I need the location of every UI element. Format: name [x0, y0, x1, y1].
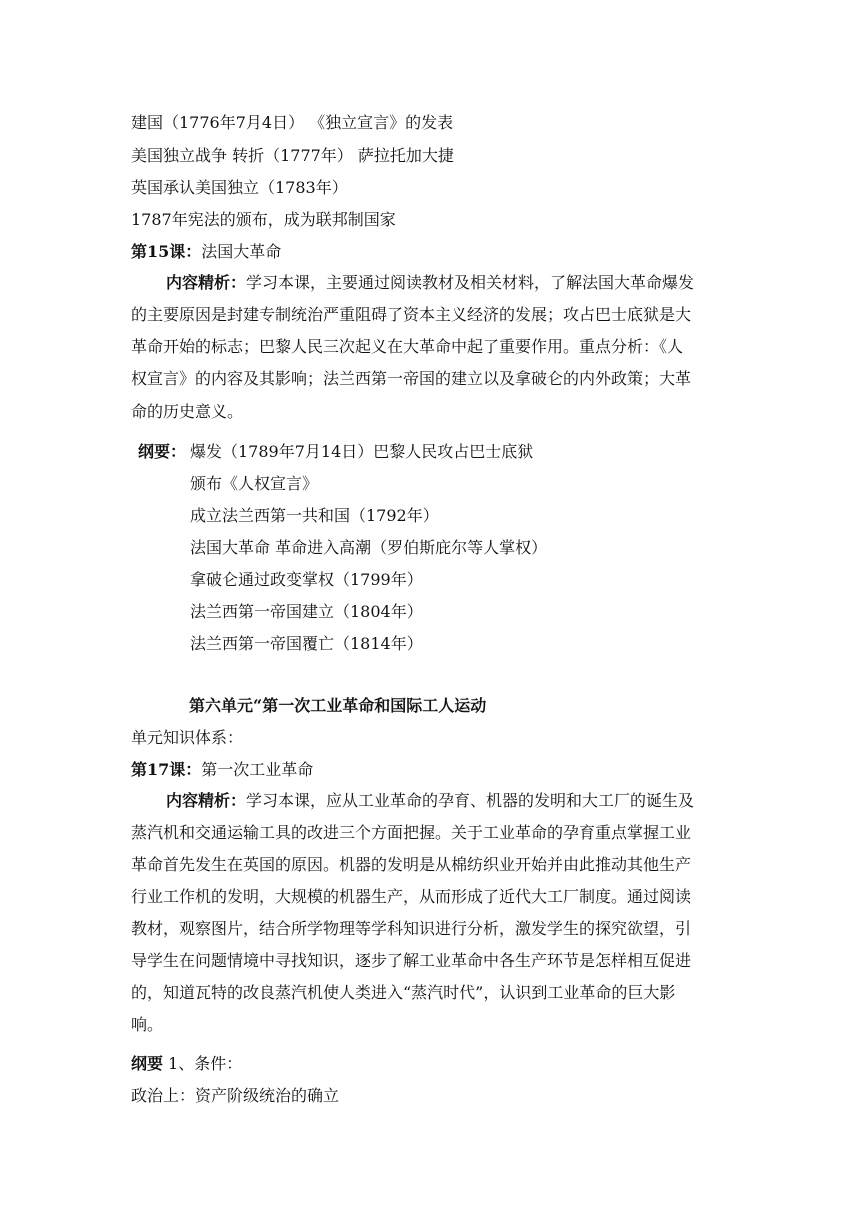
outline-item: 1、条件： — [168, 1054, 243, 1073]
lesson15-heading — [131, 241, 281, 263]
lesson17-content-first — [166, 790, 694, 812]
unit-system-label: 单元知识体系： — [131, 728, 244, 747]
content-text: 革命首先发生在英国的原因。机器的发明是从棉纺织业开始并由此推动其他生产 — [131, 855, 692, 874]
content-label: 内容精析： — [166, 273, 247, 292]
outline-label: 纲要 — [131, 1054, 164, 1073]
lesson15-title: 法国大革命 — [201, 242, 282, 261]
lesson17-label: 第17课： — [131, 760, 202, 779]
outline-item: 法国大革命 革命进入高潮（罗伯斯庇尔等人掌权） — [190, 538, 548, 557]
outline-label: 纲要： — [138, 442, 187, 461]
outline-item: 爆发（1789年7月14日）巴黎人民攻占巴士底狱 — [190, 442, 534, 461]
content-label: 内容精析： — [166, 791, 247, 810]
content-text: 的主要原因是封建专制统治严重阻碍了资本主义经济的发展；攻占巴士底狱是大 — [131, 305, 692, 324]
content-text: 的，知道瓦特的改良蒸汽机使人类进入“蒸汽时代”，认识到工业革命的巨大影 — [131, 983, 676, 1002]
content-text: 响。 — [131, 1015, 164, 1034]
unit-title: 第六单元“第一次工业革命和国际工人运动 — [189, 696, 487, 715]
outline-item: 颁布《人权宣言》 — [190, 474, 319, 493]
text-line: 英国承认美国独立（1783年） — [131, 178, 348, 197]
outline-item: 法兰西第一帝国建立（1804年） — [190, 602, 423, 621]
text-line: 1787年宪法的颁布，成为联邦制国家 — [131, 210, 396, 229]
text-line: 美国独立战争 转折（1777年） 萨拉托加大捷 — [131, 146, 454, 165]
content-text: 学习本课，应从工业革命的孕育、机器的发明和大工厂的诞生及 — [246, 791, 695, 810]
content-text: 教材，观察图片，结合所学物理等学科知识进行分析，激发学生的探究欲望，引 — [131, 919, 692, 938]
outline-item: 成立法兰西第一共和国（1792年） — [190, 506, 439, 525]
lesson17-outline — [131, 1053, 242, 1075]
content-text: 行业工作机的发明，大规模的机器生产，从而形成了近代大工厂制度。通过阅读 — [131, 887, 692, 906]
lesson15-label: 第15课： — [131, 242, 202, 261]
outline-item: 法兰西第一帝国覆亡（1814年） — [190, 634, 423, 653]
content-text: 革命开始的标志；巴黎人民三次起义在大革命中起了重要作用。重点分析：《人 — [131, 337, 684, 356]
content-text: 学习本课，主要通过阅读教材及相关材料，了解法国大革命爆发 — [246, 273, 695, 292]
content-text: 蒸汽机和交通运输工具的改进三个方面把握。关于工业革命的孕育重点掌握工业 — [131, 823, 692, 842]
lesson17-title: 第一次工业革命 — [201, 760, 314, 779]
text-line: 政治上：资产阶级统治的确立 — [131, 1086, 340, 1105]
content-text: 命的历史意义。 — [131, 402, 244, 421]
text-line: 建国（1776年7月4日） 《独立宣言》的发表 — [131, 113, 454, 132]
lesson15-content-first — [166, 272, 694, 294]
outline-item: 拿破仑通过政变掌权（1799年） — [190, 570, 423, 589]
lesson17-heading — [131, 759, 313, 781]
content-text: 导学生在问题情境中寻找知识，逐步了解工业革命中各生产环节是怎样相互促进 — [131, 951, 692, 970]
content-text: 权宣言》的内容及其影响；法兰西第一帝国的建立以及拿破仑的内外政策；大革 — [131, 369, 692, 388]
